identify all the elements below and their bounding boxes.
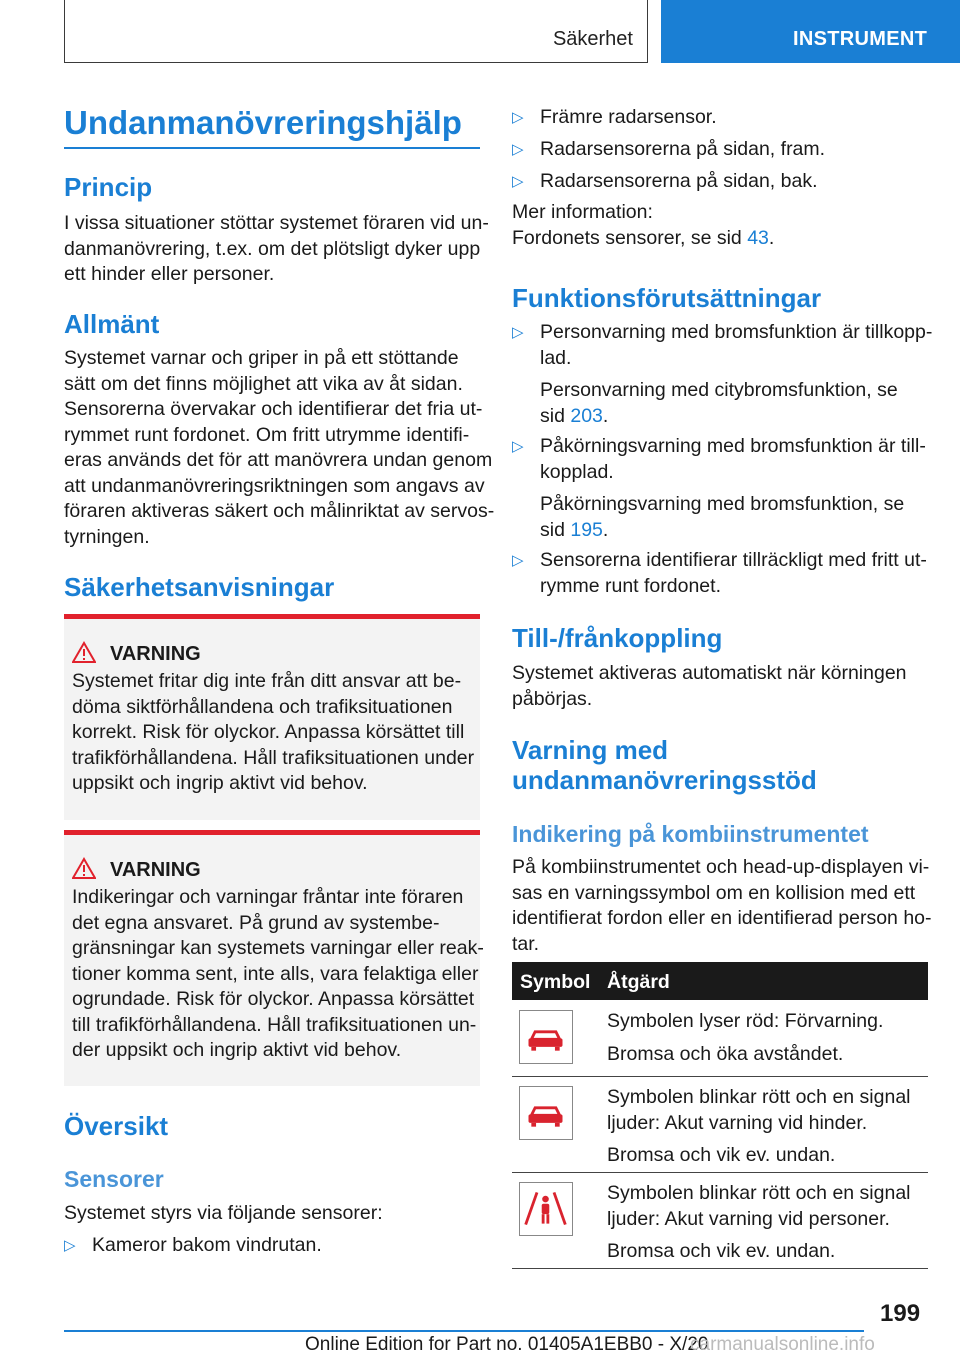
footer-edition-text: Online Edition for Part no. 01405A1EBB0 - X/20 — [305, 1334, 709, 1355]
text-line: sid 195. — [540, 518, 609, 541]
text-line: tar. — [512, 932, 540, 955]
text-line: Symbolen blinkar rött och en signal — [607, 1182, 911, 1204]
row-text — [607, 1085, 911, 1169]
text-line: tyrningen. — [64, 525, 150, 548]
bullet-triangle-icon: ▷ — [512, 552, 524, 569]
text-line: identifierat fordon eller en identifierad person ho- — [512, 907, 932, 929]
reference-text: sid — [540, 518, 571, 541]
text-line: det egna ansvaret. På grund av systembe- — [72, 911, 440, 934]
page-link-195[interactable]: 195 — [570, 518, 603, 541]
warning-box-1 — [64, 614, 480, 820]
text-line: sas en varningssymbol om en kollision med ett — [512, 881, 916, 904]
text-line: påbörjas. — [512, 687, 593, 710]
text-line: till trafikförhållandena. Håll trafiksituationen un- — [72, 1013, 477, 1036]
car-warning-icon — [519, 1010, 573, 1064]
allmant-text — [64, 346, 494, 550]
header-section-label: Säkerhet — [552, 28, 633, 50]
text-line: sid 203. — [540, 404, 609, 427]
bullet-triangle-icon: ▷ — [64, 1237, 76, 1254]
bullet-triangle-icon: ▷ — [512, 109, 524, 126]
warning-box-2 — [64, 830, 484, 1086]
warning-triangle-icon — [72, 857, 96, 879]
text-line: eras används det för att manövrera undan genom — [64, 449, 493, 471]
bullet-triangle-icon: ▷ — [512, 438, 524, 455]
text-line: der uppsikt och ingrip aktivt vid behov. — [72, 1039, 402, 1061]
text-line: döma siktförhållandena och trafiksituationen — [72, 695, 453, 718]
text-line: Påkörningsvarning med bromsfunktion är till- — [540, 435, 926, 457]
footer-rule — [64, 1330, 864, 1332]
table-row — [512, 1076, 928, 1173]
text-line: trafikförhållandena. Håll trafiksituationen under — [72, 746, 475, 769]
text-line: ljuder: Akut varning vid personer. — [607, 1207, 890, 1230]
text-line: tioner komma sent, inte alls, vara felaktiga eller — [72, 962, 479, 985]
warning-title: VARNING — [110, 859, 201, 881]
watermark: carmanualsonline.info — [690, 1334, 875, 1355]
text-line: Symbolen blinkar rött och en signal — [607, 1086, 911, 1108]
text-line: Personvarning med citybromsfunktion, se — [540, 379, 898, 401]
warning-title: VARNING — [110, 643, 201, 665]
list-item-text: Radarsensorerna på sidan, fram. — [540, 138, 826, 160]
row-text — [607, 1181, 911, 1265]
pedestrian-warning-icon — [519, 1182, 573, 1236]
heading-sensorer: Sensorer — [64, 1166, 164, 1192]
list-item-text — [540, 320, 932, 429]
text-line: ogrundade. Risk för olyckor. Anpassa körsättet — [72, 988, 475, 1010]
warning-triangle-icon — [72, 641, 96, 663]
header-section-tab — [64, 0, 648, 63]
text-line: Mer information: — [512, 201, 653, 223]
text-line: Systemet fritar dig inte från ditt ansvar att be- — [72, 670, 462, 692]
heading-indikering: Indikering på kombiinstrumentet — [512, 821, 869, 847]
heading-undanmanovreringsstod: undanmanövreringsstöd — [512, 765, 817, 795]
symbol-table-header — [512, 962, 928, 1000]
more-info — [512, 200, 774, 251]
list-item-text: Radarsensorerna på sidan, bak. — [540, 170, 818, 192]
text-line: korrekt. Risk för olyckor. Anpassa körsättet till — [72, 721, 465, 743]
heading-oversikt: Översikt — [64, 1111, 169, 1141]
heading-funktionsforutsattningar: Funktionsförutsättningar — [512, 283, 822, 313]
heading-varning-med: Varning med — [512, 735, 669, 765]
sensorer-intro — [64, 1201, 383, 1227]
text-line: Indikeringar och varningar fråntar inte föraren — [72, 886, 464, 908]
page-title: Undanmanövreringshjälp — [64, 104, 462, 141]
heading-till-frankoppling: Till-/frånkoppling — [512, 623, 723, 653]
header-chapter-label: INSTRUMENT — [793, 28, 928, 50]
table-row — [512, 1000, 928, 1077]
text-line: Symbolen lyser röd: Förvarning. — [607, 1010, 884, 1032]
text-line: Påkörningsvarning med bromsfunktion, se — [540, 493, 905, 515]
warning-body — [72, 669, 474, 797]
sensor-reference: Fordonets sensorer, se sid 43. — [512, 226, 775, 249]
bullet-triangle-icon: ▷ — [512, 324, 524, 341]
page-link-43[interactable]: 43 — [747, 226, 769, 249]
text-line: föraren aktiveras säkert och målinriktat av servos- — [64, 500, 495, 522]
list-item-text — [540, 548, 927, 599]
heading-princip: Princip — [64, 172, 153, 202]
text-line: Bromsa och vik ev. undan. — [607, 1240, 836, 1262]
text-line: Systemet aktiveras automatiskt när körningen — [512, 662, 907, 684]
text-line: ett hinder eller personer. — [64, 263, 275, 285]
text-line: På kombiinstrumentet och head-up-displayen vi- — [512, 856, 930, 878]
text-line: Systemet styrs via följande sensorer: — [64, 1202, 383, 1224]
table-row — [512, 1172, 928, 1269]
header-chapter-tab — [661, 0, 960, 63]
text-line: Sensorerna identifierar tillräckligt med fritt ut- — [540, 549, 927, 571]
car-warning-icon — [519, 1086, 573, 1140]
till-text — [512, 661, 907, 712]
row-text — [607, 1009, 883, 1067]
list-item-text: Främre radarsensor. — [540, 106, 717, 128]
heading-allmant: Allmänt — [64, 309, 160, 339]
indikering-text — [512, 855, 932, 957]
text-line: sätt om det finns möjlighet att vika av åt sidan. — [64, 372, 463, 395]
heading-sakerhetsanvisningar: Säkerhetsanvisningar — [64, 572, 335, 602]
column-header-symbol: Symbol — [520, 971, 591, 993]
bullet-triangle-icon: ▷ — [512, 173, 524, 190]
list-item-text — [540, 434, 926, 543]
text-line: Bromsa och vik ev. undan. — [607, 1144, 836, 1166]
text-line: lad. — [540, 346, 572, 369]
princip-text — [64, 211, 489, 288]
text-line: uppsikt och ingrip aktivt vid behov. — [72, 772, 368, 794]
text-line: kopplad. — [540, 460, 614, 483]
bullet-triangle-icon: ▷ — [512, 141, 524, 158]
text-line: Bromsa och öka avståndet. — [607, 1042, 844, 1065]
warning-body — [72, 885, 484, 1064]
text-line: ljuder: Akut varning vid hinder. — [607, 1111, 868, 1134]
list-item-text: Kameror bakom vindrutan. — [92, 1234, 322, 1256]
text-line: rymmet runt fordonet. Om fritt utrymme identifi- — [64, 423, 470, 446]
text-line: danmanövrering, t.ex. om det plötsligt dyker upp — [64, 237, 481, 260]
column-header-atgard: Åtgärd — [607, 971, 670, 993]
title-rule — [64, 147, 480, 149]
page-link-203[interactable]: 203 — [570, 404, 603, 427]
reference-text: Fordonets sensorer, se sid — [512, 226, 748, 249]
text-line: att undanmanövreringsriktningen som angavs av — [64, 474, 485, 497]
text-line: I vissa situationer stöttar systemet föraren vid un- — [64, 212, 489, 234]
reference-text: sid — [540, 404, 571, 427]
text-line: Sensorerna övervakar och identifierar det fria ut- — [64, 398, 483, 420]
text-line: Systemet varnar och griper in på ett stöttande — [64, 347, 459, 369]
text-line: gränsningar kan systemets varningar eller reak- — [72, 937, 484, 959]
text-line: rymme runt fordonet. — [540, 574, 721, 597]
page-number: 199 — [880, 1300, 921, 1327]
text-line: Personvarning med bromsfunktion är tillkopp- — [540, 321, 933, 343]
